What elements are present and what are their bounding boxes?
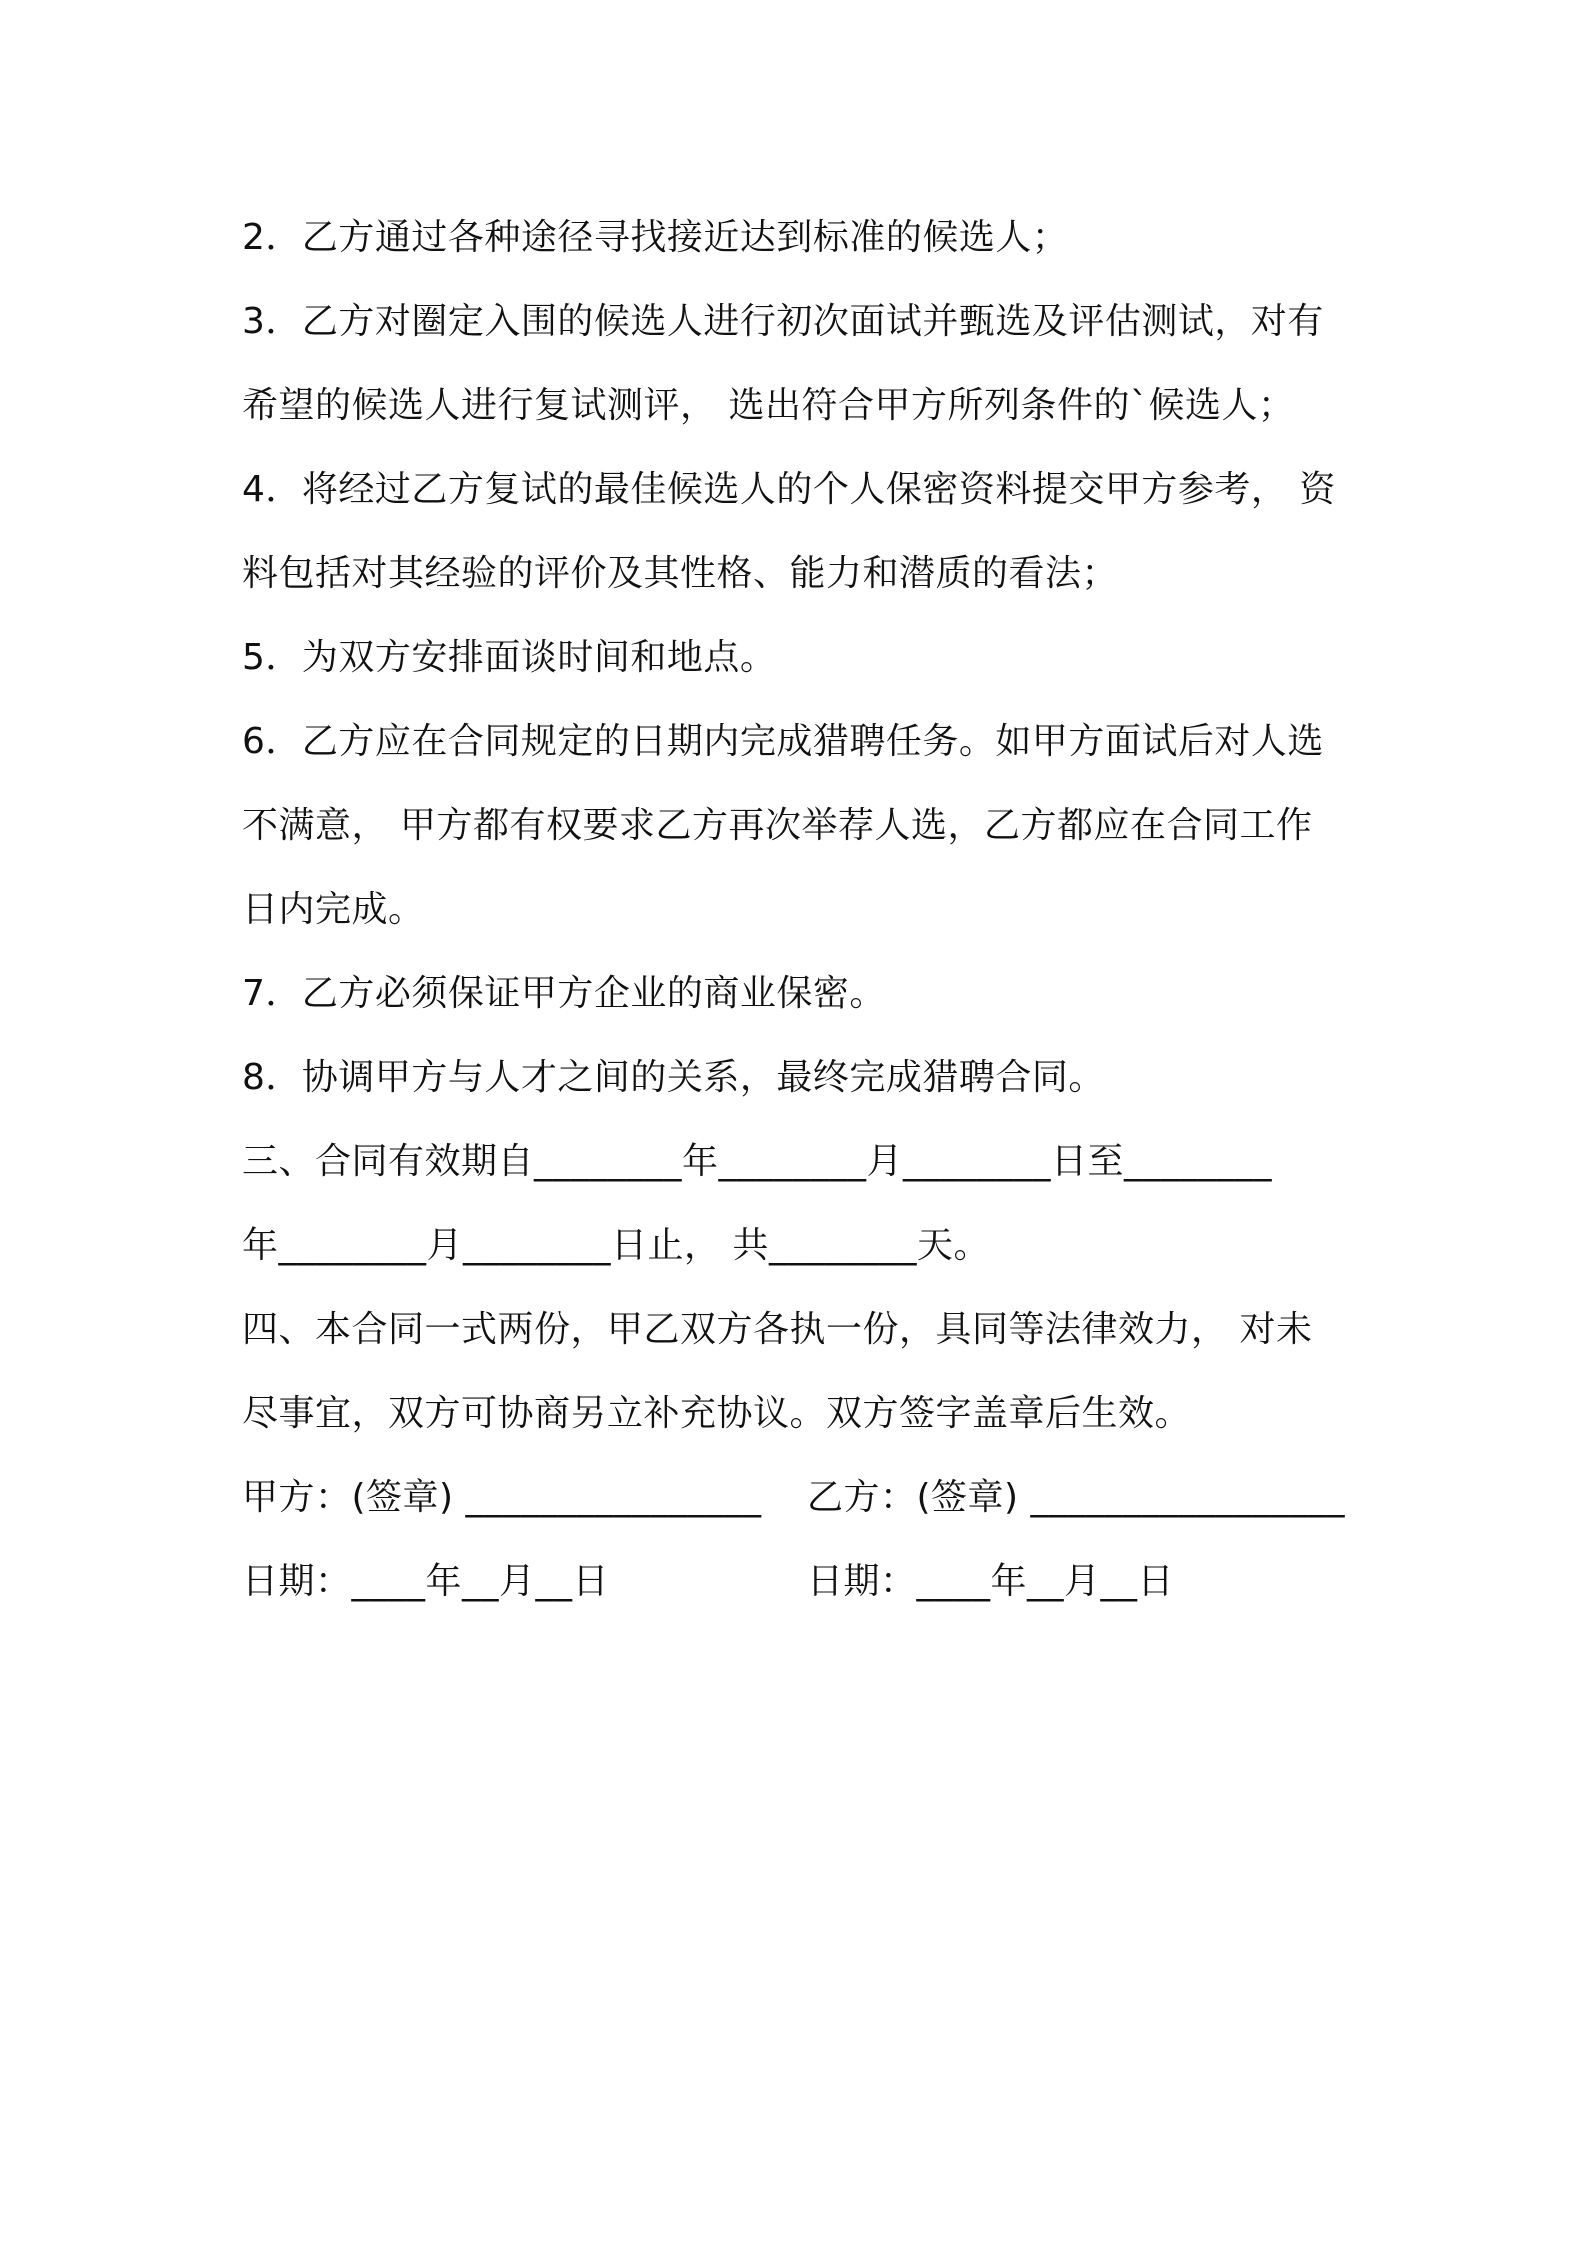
section-3-line-2: 年________月________日止， 共________天。: [242, 1225, 990, 1266]
clause-3-line-2: 希望的候选人进行复试测评， 选出符合甲方所列条件的`候选人；: [242, 385, 1295, 426]
clause-6-line-3: 日内完成。: [242, 889, 425, 930]
clause-6-line-1: 6．乙方应在合同规定的日期内完成猎聘任务。如甲方面试后对人选: [242, 721, 1324, 762]
clause-4-line-2: 料包括对其经验的评价及其性格、能力和潜质的看法；: [242, 553, 1119, 594]
date-row: [242, 1540, 1362, 1624]
clause-8-line: 8．协调甲方与人才之间的关系，最终完成猎聘合同。: [242, 1057, 1105, 1098]
party-a-signature: 甲方：(签章) ________________: [242, 1477, 762, 1518]
section-4-line-2: 尽事宜，双方可协商另立补充协议。双方签字盖章后生效。: [242, 1393, 1192, 1434]
clause-4-line-1: 4．将经过乙方复试的最佳候选人的个人保密资料提交甲方参考， 资: [242, 469, 1336, 510]
clause-6-line-2: 不满意， 甲方都有权要求乙方再次举荐人选，乙方都应在合同工作: [242, 805, 1313, 846]
document-body: [242, 196, 1362, 1624]
party-a-date: 日期：____年__月__日: [242, 1561, 610, 1602]
clause-2-line: 2．乙方通过各种途径寻找接近达到标准的候选人；: [242, 217, 1069, 258]
clause-3-line-1: 3．乙方对圈定入围的候选人进行初次面试并甄选及评估测试，对有: [242, 301, 1324, 342]
clause-7-line: 7．乙方必须保证甲方企业的商业保密。: [242, 973, 886, 1014]
section-4-line-1: 四、本合同一式两份，甲乙双方各执一份，具同等法律效力， 对未: [242, 1309, 1313, 1350]
section-3-line-1: 三、合同有效期自________年________月________日至________: [242, 1141, 1273, 1182]
signature-row: [242, 1456, 1362, 1540]
party-b-date: 日期：____年__月__日: [807, 1561, 1175, 1602]
clause-5-line: 5．为双方安排面谈时间和地点。: [242, 637, 777, 678]
party-b-signature: 乙方：(签章) _________________: [807, 1477, 1346, 1518]
